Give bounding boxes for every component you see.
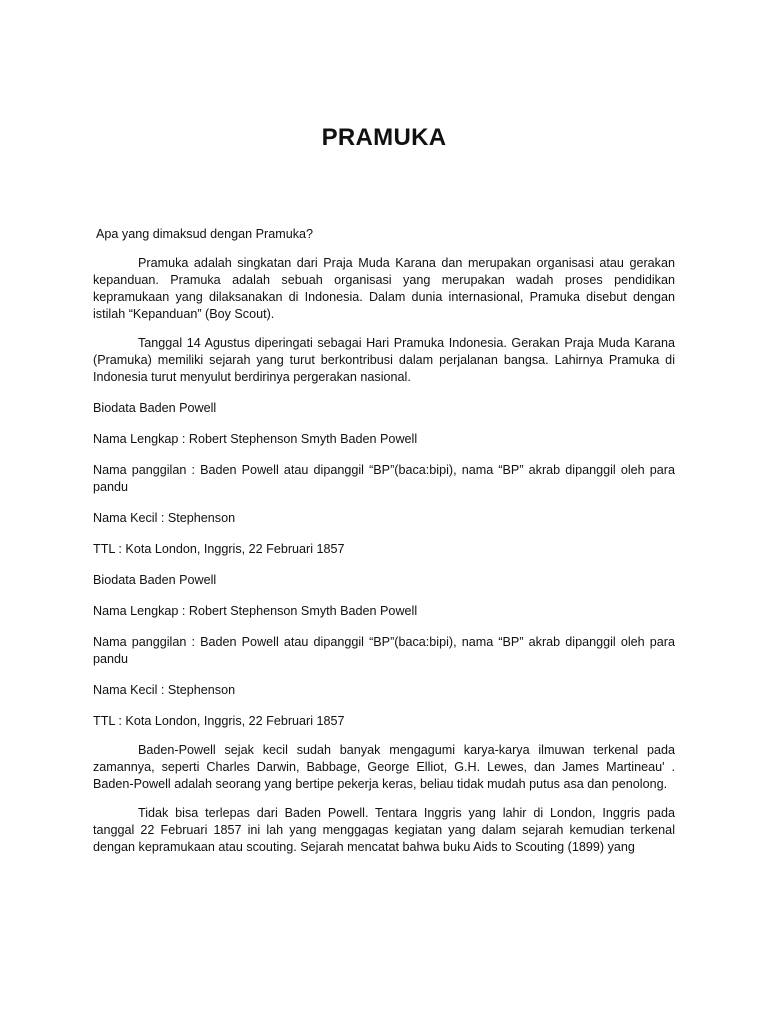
biodata-heading: Biodata Baden Powell <box>93 401 217 415</box>
biodata-nickname: Nama panggilan : Baden Powell atau dipanggil “BP”(baca:bipi), nama “BP” akrab dipanggil oleh para pandu <box>93 463 675 494</box>
biodata-nickname-repeat: Nama panggilan : Baden Powell atau dipanggil “BP”(baca:bipi), nama “BP” akrab dipanggil oleh para pandu <box>93 635 675 666</box>
biodata-childhood-name-repeat: Nama Kecil : Stephenson <box>93 683 236 697</box>
biodata-childhood-name: Nama Kecil : Stephenson <box>93 511 236 525</box>
paragraph-history: Tanggal 14 Agustus diperingati sebagai Hari Pramuka Indonesia. Gerakan Praja Muda Karana (Pramuka) memiliki sejarah yang turut berkontribusi dalam perjalanan bangsa. Lahirnya Pramuka di Indonesia turut menyulut berdirinya pergerakan nasional. <box>93 336 675 384</box>
document-title: PRAMUKA <box>321 124 447 151</box>
paragraph-baden-powell: Baden-Powell sejak kecil sudah banyak mengagumi karya-karya ilmuwan terkenal pada zamannya, seperti Charles Darwin, Babbage, George Elliot, G.H. Lewes, dan James Martineau' . Baden-Powell adalah seorang yang bertipe pekerja keras, beliau tidak mudah putus asa dan penolong. <box>93 743 675 791</box>
biodata-birth-repeat: TTL : Kota London, Inggris, 22 Februari 1857 <box>93 714 345 728</box>
question-text: Apa yang dimaksud dengan Pramuka? <box>96 227 314 241</box>
document-body <box>93 226 675 856</box>
biodata-heading-repeat: Biodata Baden Powell <box>93 573 217 587</box>
biodata-birth: TTL : Kota London, Inggris, 22 Februari 1857 <box>93 542 345 556</box>
biodata-full-name-repeat: Nama Lengkap : Robert Stephenson Smyth Baden Powell <box>93 604 418 618</box>
paragraph-scouting-origin: Tidak bisa terlepas dari Baden Powell. Tentara Inggris yang lahir di London, Inggris pada tanggal 22 Februari 1857 ini lah yang menggagas kegiatan yang dalam sejarah kemudian terkenal dengan kepramukaan atau scouting. Sejarah mencatat bahwa buku Aids to Scouting (1899) yang <box>93 806 675 854</box>
paragraph-definition: Pramuka adalah singkatan dari Praja Muda Karana dan merupakan organisasi atau gerakan kepanduan. Pramuka adalah sebuah organisasi yang merupakan wadah proses pendidikan kepramukaan yang dilaksanakan di Indonesia. Dalam dunia internasional, Pramuka disebut dengan istilah “Kepanduan” (Boy Scout). <box>93 256 675 321</box>
biodata-full-name: Nama Lengkap : Robert Stephenson Smyth Baden Powell <box>93 432 418 446</box>
